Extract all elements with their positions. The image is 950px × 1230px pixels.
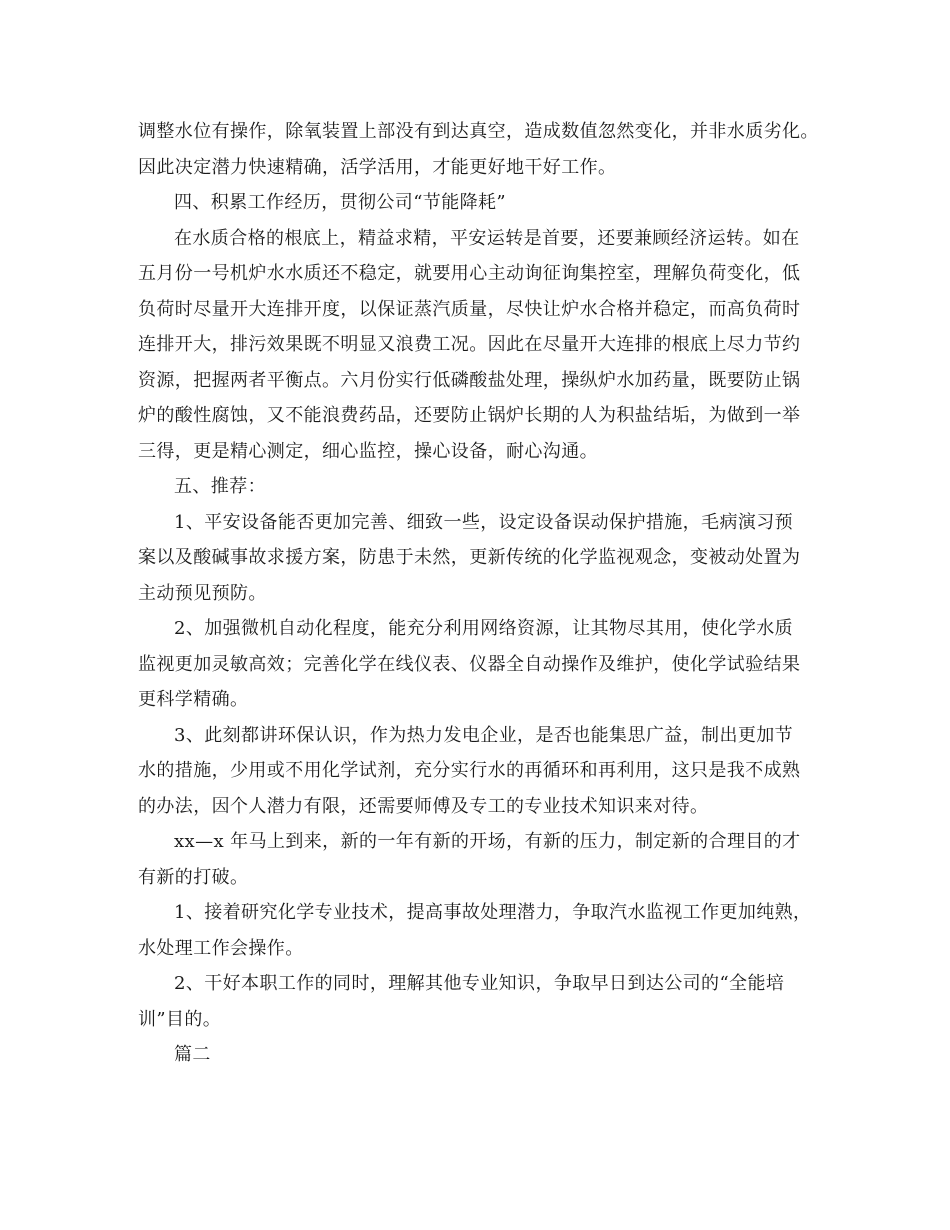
- paragraph: [138, 895, 828, 966]
- text-line: 四、积累工作经历，贯彻公司“节能降耗”: [174, 192, 507, 213]
- text-line: 2、加强微机自动化程度，能充分利用网络资源，让其物尽其用，使化学水质: [174, 618, 794, 639]
- paragraph: [138, 185, 828, 221]
- paragraph: [138, 1037, 828, 1073]
- text-line: 2、干好本职工作的同时，理解其他专业知识，争取早日到达公司的“全能培: [174, 973, 785, 994]
- text-line: 水处理工作会操作。: [138, 937, 304, 959]
- text-line: 资源，把握两者平衡点。六月份实行低磷酸盐处理，操纵炉水加药量，既要防止锅: [138, 369, 801, 391]
- paragraph: [138, 611, 828, 718]
- text-line: 1、平安设备能否更加完善、细致一些，设定设备误动保护措施，毛病演习预: [174, 511, 794, 533]
- text-line: 水的措施，少用或不用化学试剂，充分实行水的再循环和再利用，这只是我不成熟: [138, 760, 801, 781]
- text-line: 三得，更是精心测定，细心监控，操心设备，耐心沟通。: [138, 440, 598, 462]
- paragraph: [138, 469, 828, 505]
- text-line: 炉的酸性腐蚀，又不能浪费药品，还要防止锅炉长期的人为积盐结垢，为做到一举: [138, 405, 801, 426]
- text-line: 五、推荐：: [174, 476, 266, 497]
- text-line: 3、此刻都讲环保认识，作为热力发电企业，是否也能集思广益，制出更加节: [174, 724, 794, 746]
- text-line: 调整水位有操作，除氧装置上部没有到达真空，造成数值忽然变化，并非水质劣化。: [138, 121, 819, 142]
- paragraph: [138, 718, 828, 825]
- text-line: 更科学精确。: [138, 689, 249, 710]
- paragraph: [138, 221, 828, 470]
- text-line: 篇二: [174, 1044, 211, 1065]
- text-line: 因此决定潜力快速精确，活学活用，才能更好地干好工作。: [138, 156, 617, 178]
- text-line: 连排开大，排污效果既不明显又浪费工况。因此在尽量开大连排的根底上尽力节约: [138, 334, 801, 355]
- text-line: 在水质合格的根底上，精益求精，平安运转是首要，还要兼顾经济运转。如在: [174, 227, 800, 249]
- text-line: xx—x 年马上到来，新的一年有新的开场，有新的压力，制定新的合理目的才: [174, 831, 801, 852]
- paragraph: [138, 505, 828, 612]
- text-line: 案以及酸碱事故求援方案，防患于未然，更新传统的化学监视观念，变被动处置为: [138, 547, 801, 568]
- text-line: 主动预见预防。: [138, 582, 267, 604]
- text-line: 五月份一号机炉水水质还不稳定，就要用心主动询征询集控室，理解负荷变化，低: [138, 263, 801, 284]
- document-body: [138, 114, 828, 1073]
- text-line: 监视更加灵敏高效；完善化学在线仪表、仪器全自动操作及维护，使化学试验结果: [138, 653, 801, 675]
- paragraph: [138, 114, 828, 185]
- text-line: 1、接着研究化学专业技术，提高事故处理潜力，争取汽水监视工作更加纯熟，: [174, 902, 812, 923]
- text-line: 有新的打破。: [138, 866, 249, 888]
- paragraph: [138, 966, 828, 1037]
- text-line: 训”目的。: [138, 1008, 222, 1030]
- text-line: 的办法，因个人潜力有限，还需要师傅及专工的专业技术知识来对待。: [138, 795, 709, 817]
- text-line: 负荷时尽量开大连排开度，以保证蒸汽质量，尽快让炉水合格并稳定，而高负荷时: [138, 298, 801, 320]
- paragraph: [138, 824, 828, 895]
